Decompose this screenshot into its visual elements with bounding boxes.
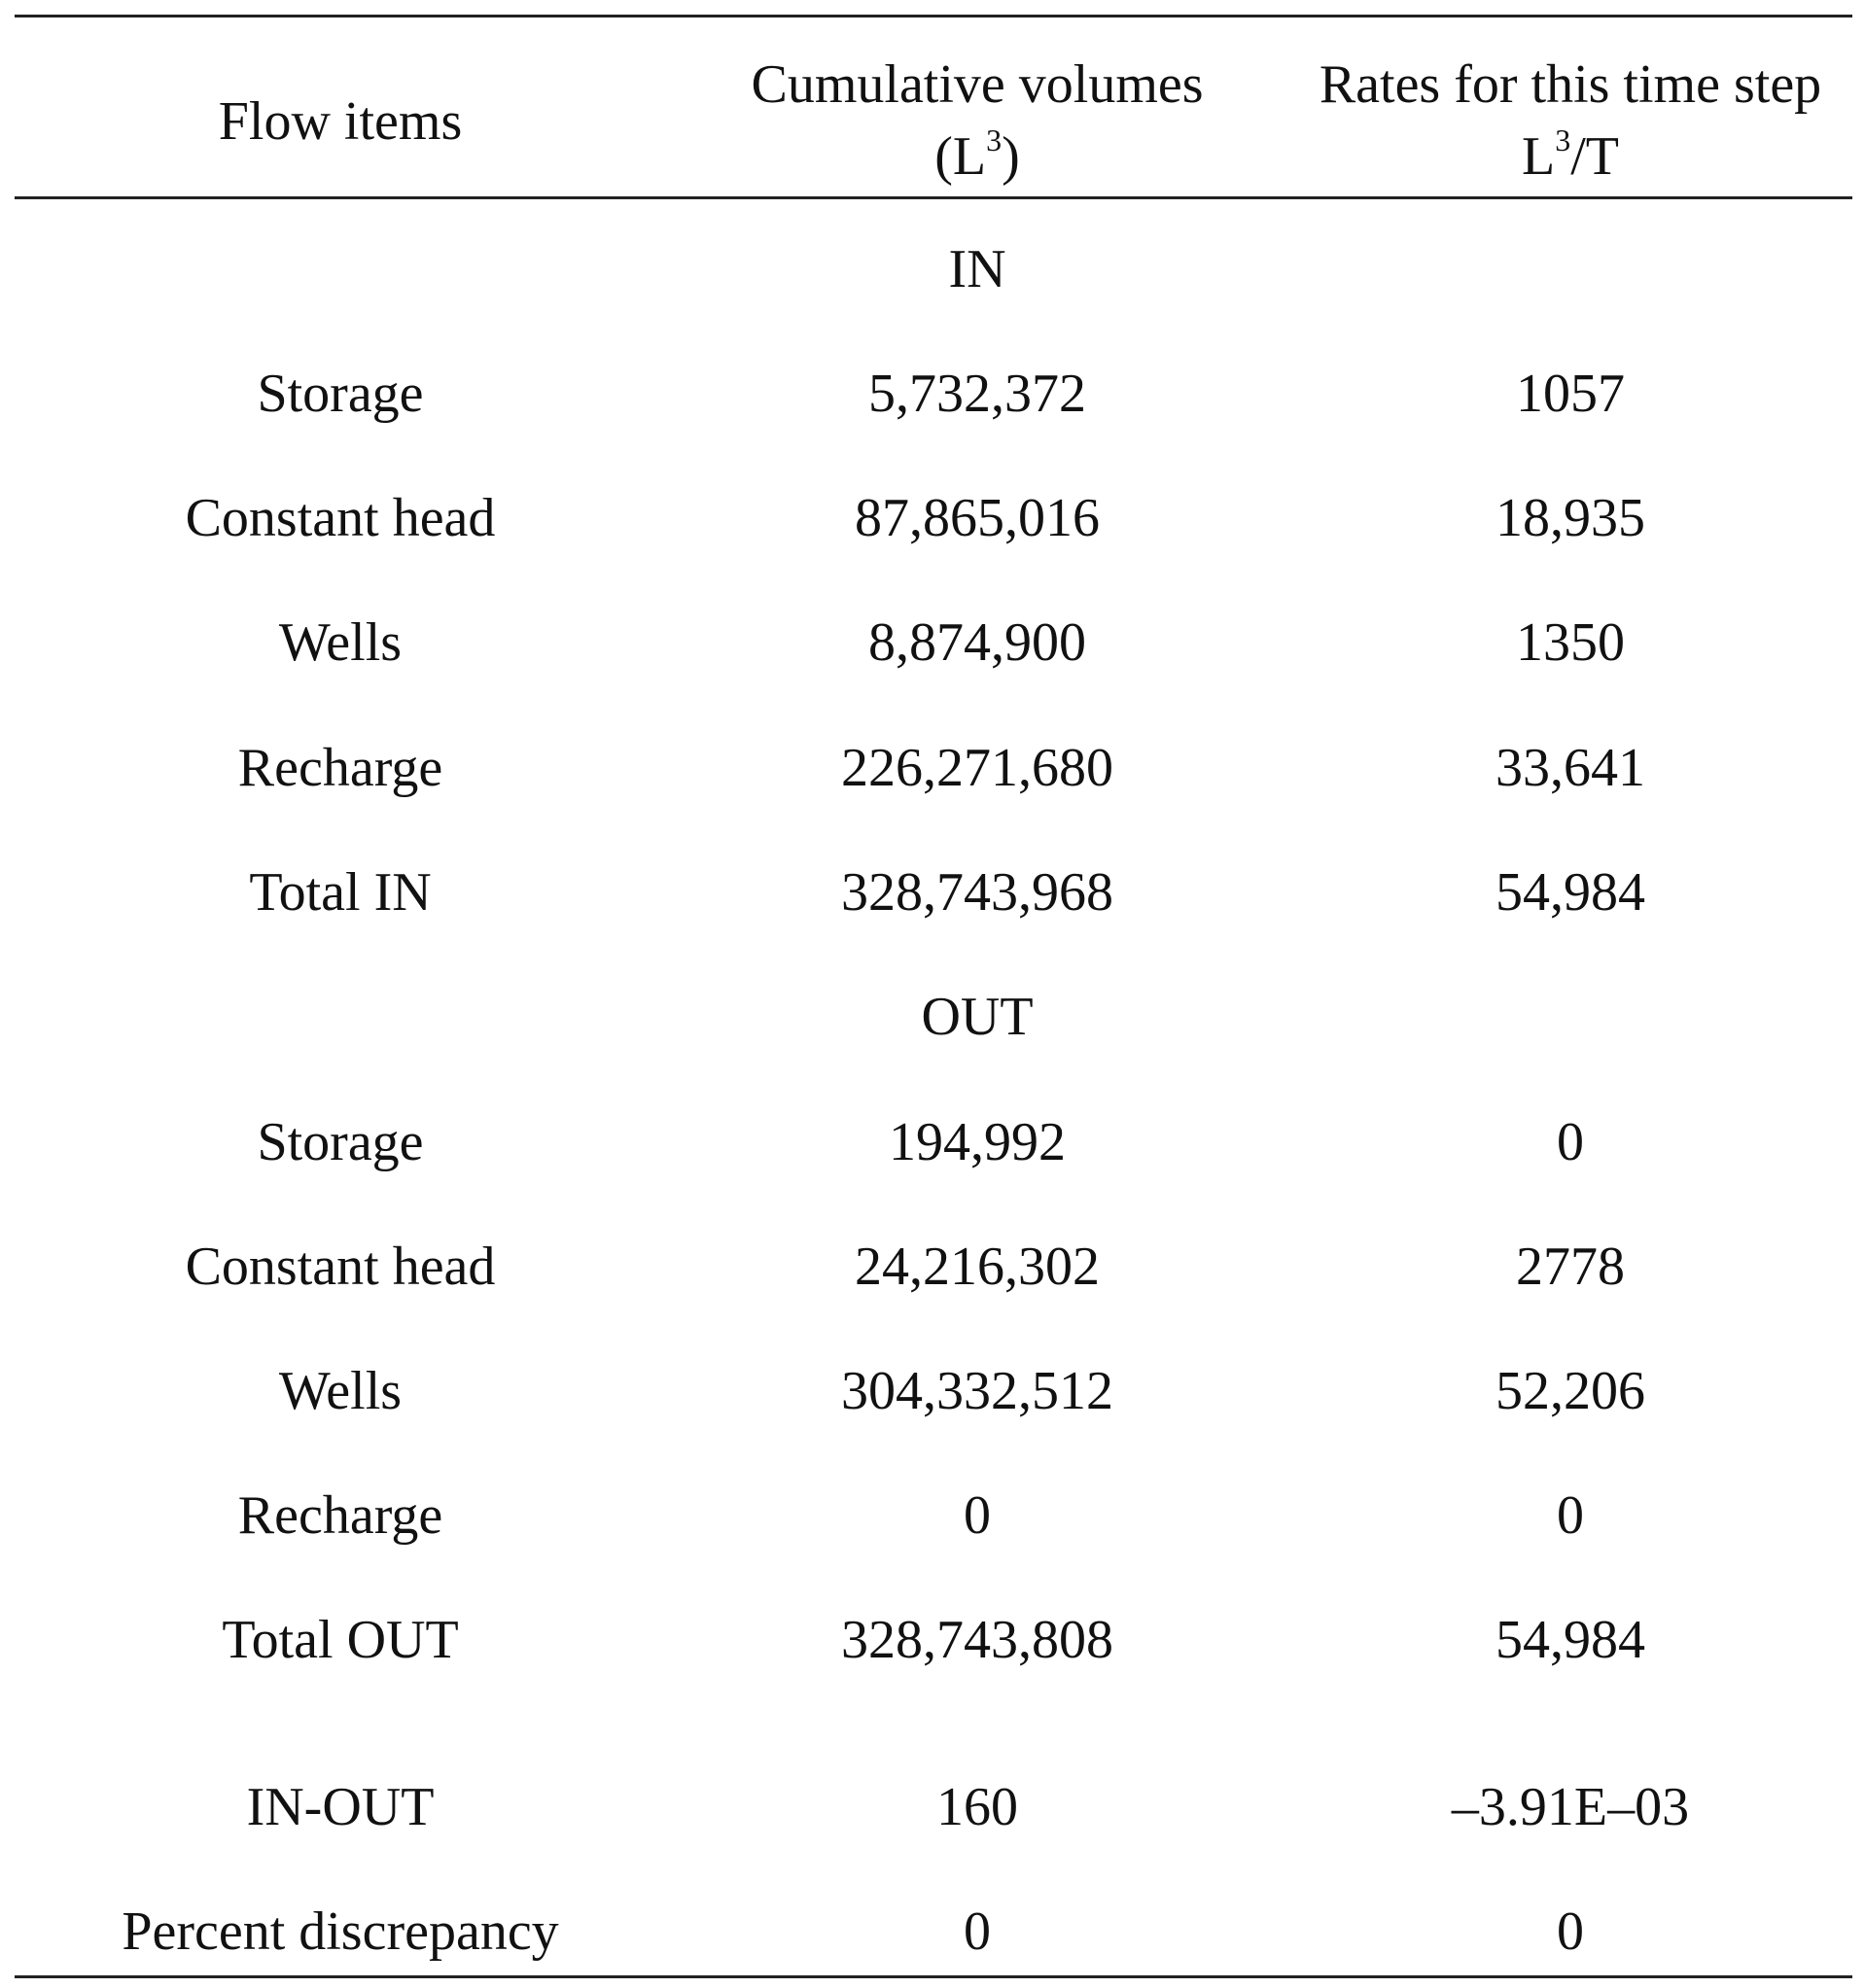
row-cumulative: 304,332,512 <box>841 1361 1113 1421</box>
row-rate: 1057 <box>1516 364 1625 424</box>
header-rates-unit-pre: L <box>1522 126 1556 187</box>
row-rate: 0 <box>1557 1112 1584 1172</box>
row-rate: 54,984 <box>1496 862 1645 923</box>
header-rates-unit-post: /T <box>1570 126 1619 187</box>
row-item: IN-OUT <box>246 1777 435 1837</box>
row-rate: 0 <box>1557 1901 1584 1962</box>
header-cumulative-unit-pre: (L <box>934 126 987 187</box>
header-cumulative-line2 <box>666 122 1288 188</box>
row-rate: 0 <box>1557 1485 1584 1546</box>
header-flow-items: Flow items <box>218 91 463 152</box>
row-cumulative: 24,216,302 <box>855 1237 1100 1297</box>
row-item: Percent discrepancy <box>122 1901 559 1962</box>
row-item: Wells <box>278 612 403 673</box>
section-in-label: IN <box>948 239 1006 299</box>
header-cumulative-unit-sup: 3 <box>986 122 1003 158</box>
table-bottom-rule <box>15 1975 1852 1978</box>
row-item: Constant head <box>185 488 496 548</box>
header-rates-unit-sup: 3 <box>1555 122 1571 158</box>
section-out-label: OUT <box>921 987 1034 1047</box>
header-rates-line1: Rates for this time step <box>1319 54 1822 115</box>
row-cumulative: 194,992 <box>889 1112 1066 1172</box>
row-item: Recharge <box>237 738 443 798</box>
header-cumulative-unit-post: ) <box>1002 126 1020 187</box>
row-cumulative: 328,743,808 <box>841 1610 1113 1670</box>
row-rate: 1350 <box>1516 612 1625 673</box>
row-rate: 2778 <box>1516 1237 1625 1297</box>
row-item: Wells <box>278 1361 403 1421</box>
row-item: Total IN <box>249 862 432 923</box>
row-rate: 33,641 <box>1496 738 1645 798</box>
row-item: Recharge <box>237 1485 443 1546</box>
row-cumulative: 87,865,016 <box>855 488 1100 548</box>
header-bottom-rule <box>15 196 1852 199</box>
row-cumulative: 0 <box>964 1485 991 1546</box>
row-item: Storage <box>257 364 424 424</box>
row-cumulative: 5,732,372 <box>868 364 1086 424</box>
table-top-rule <box>15 15 1852 17</box>
row-cumulative: 0 <box>964 1901 991 1962</box>
header-cumulative-line1: Cumulative volumes <box>751 54 1204 115</box>
row-cumulative: 328,743,968 <box>841 862 1113 923</box>
row-item: Storage <box>257 1112 424 1172</box>
row-cumulative: 226,271,680 <box>841 738 1113 798</box>
row-rate: –3.91E–03 <box>1451 1777 1690 1837</box>
row-rate: 52,206 <box>1496 1361 1645 1421</box>
row-rate: 18,935 <box>1496 488 1645 548</box>
row-rate: 54,984 <box>1496 1610 1645 1670</box>
row-cumulative: 160 <box>936 1777 1018 1837</box>
row-item: Constant head <box>185 1237 496 1297</box>
header-rates-line2 <box>1259 122 1865 188</box>
row-item: Total OUT <box>222 1610 459 1670</box>
row-cumulative: 8,874,900 <box>868 612 1086 673</box>
